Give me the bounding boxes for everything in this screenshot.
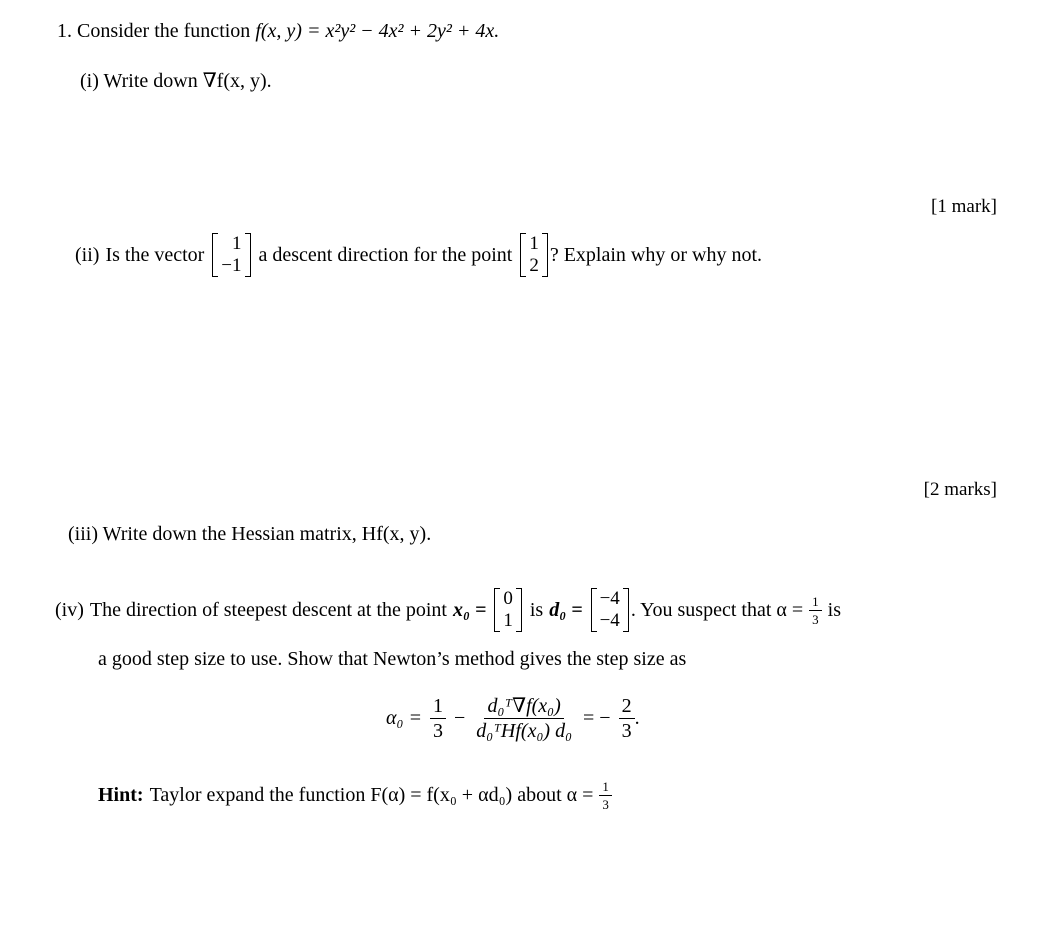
newton-equation [386,696,640,741]
part-iv-text-a: The direction of steepest descent at the point [89,598,447,621]
x0-entry-2: 1 [503,610,513,631]
d0-matrix [591,588,629,632]
alpha-fraction [809,595,822,626]
eq-fraction-3 [619,696,635,741]
hint-frac-num: 1 [599,780,612,796]
vector-entry-1: 1 [232,233,242,254]
eq-frac1-num: 1 [430,696,446,719]
question-1 [57,20,499,43]
eq-lhs: α₀ = [386,707,422,729]
function-expression: f(x, y) = x²y² − 4x² + 2y² + 4x. [255,20,500,42]
part-iii-text: Write down the Hessian matrix, Hf(x, y). [102,523,432,545]
point-matrix [520,233,548,277]
part-iv-line-2: a good step size to use. Show that Newton’s method gives the step size as [98,648,687,670]
d0-entry-1: −4 [599,588,620,609]
part-ii-text-a: Is the vector [105,243,205,266]
eq-frac3-num: 2 [619,696,635,719]
point-entry-2: 2 [529,255,539,276]
part-ii-label: (ii) [75,243,100,266]
part-iv-text-c: is [827,598,841,621]
part-iii-label: (iii) [68,523,98,545]
part-i [80,68,272,93]
part-ii-text-c: ? Explain why or why not. [549,243,763,266]
hint [98,780,612,811]
hint-label: Hint: [98,784,144,806]
question-intro: Consider the function [77,20,251,42]
part-iii [68,523,431,546]
part-ii [75,233,762,277]
eq-end: . [634,707,640,729]
x0-label: x₀ = [453,598,487,621]
vector-entry-2: −1 [221,255,242,276]
part-iv-text-b: . You suspect that α = [630,598,804,621]
alpha-den: 3 [812,611,819,627]
part-iv-line-1 [55,588,841,632]
eq-frac3-den: 3 [621,720,632,742]
question-number: 1. [57,20,72,42]
part-i-text: Write down ∇f(x, y). [103,70,272,92]
d0-label: d₀ = [549,598,583,621]
eq-frac2-den: d₀ᵀHf(x₀) d₀ [476,720,573,742]
part-i-label: (i) [80,70,99,92]
eq-mid: = − [583,707,611,729]
hint-frac-den: 3 [602,797,609,812]
x0-matrix [494,588,522,632]
part-ii-marks: [2 marks] [923,479,997,500]
part-iv-label: (iv) [55,598,84,621]
eq-frac1-den: 3 [432,720,443,742]
eq-fraction-2 [473,696,575,741]
part-ii-text-b: a descent direction for the point [258,243,513,266]
eq-fraction-1 [430,696,446,741]
d0-entry-2: −4 [599,610,620,631]
hint-text: Taylor expand the function F(α) = f(x₀ + αd₀) about α = [149,784,594,806]
eq-minus: − [453,707,466,729]
eq-frac2-num: d₀ᵀ∇f(x₀) [484,696,563,719]
part-iv-is: is [529,598,544,621]
point-entry-1: 1 [529,233,539,254]
part-i-marks: [1 mark] [931,196,997,217]
x0-entry-1: 0 [503,588,513,609]
hint-fraction [599,780,612,811]
vector-matrix [212,233,250,277]
alpha-num: 1 [809,595,822,611]
